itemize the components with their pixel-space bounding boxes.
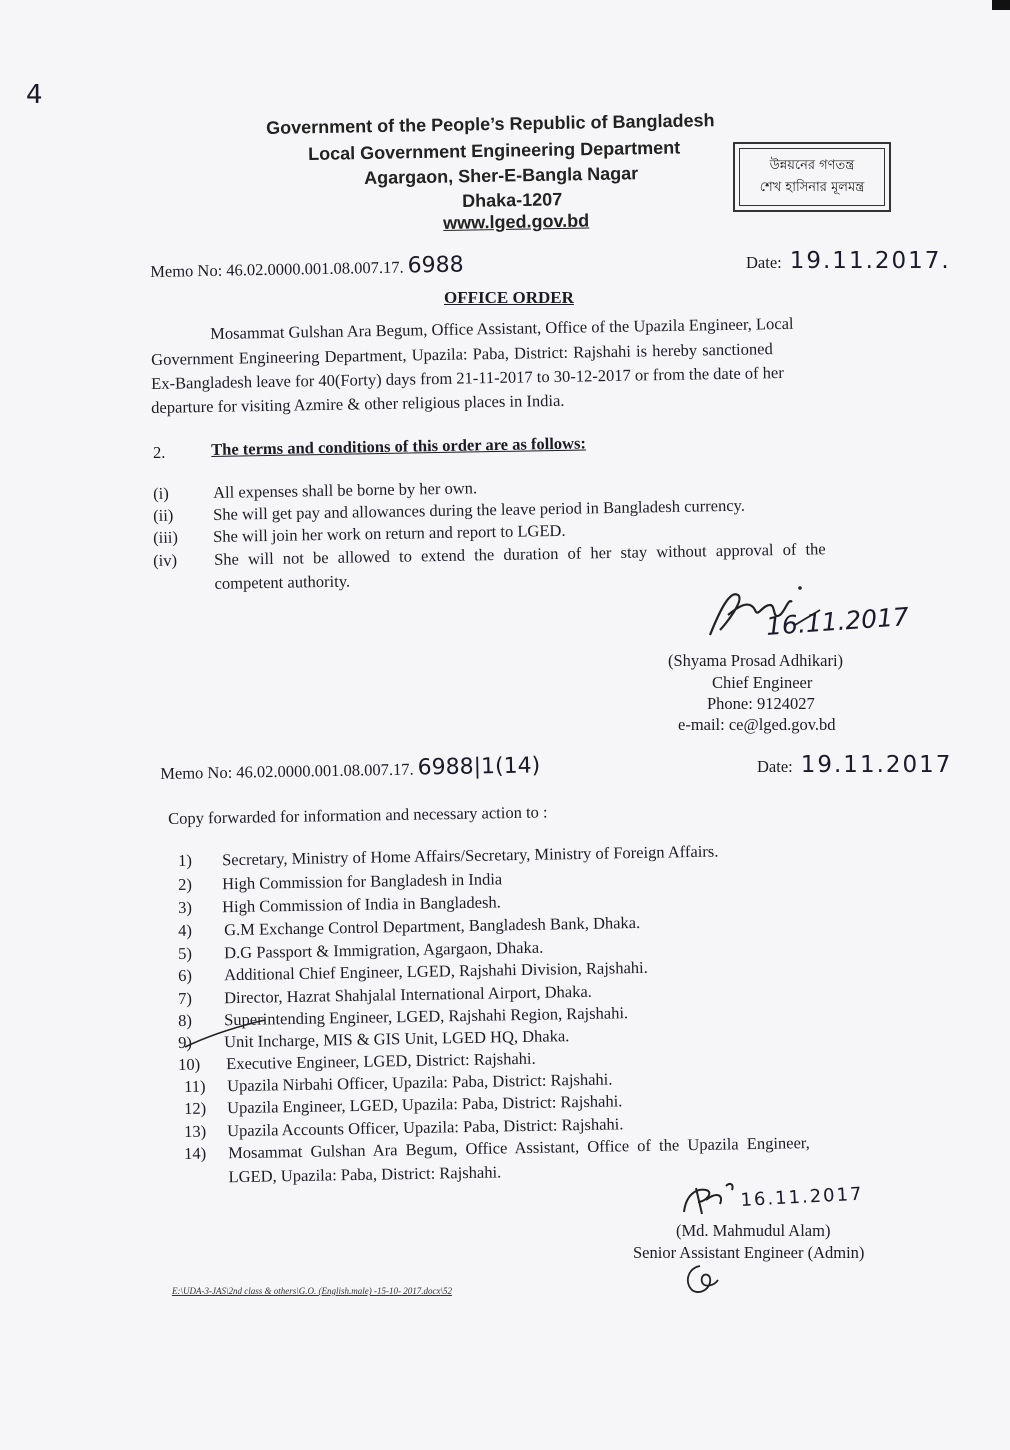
recipient-num: 8) <box>178 1010 193 1030</box>
scan-corner-mark <box>992 0 1010 10</box>
signatory1-title: Chief Engineer <box>712 673 813 692</box>
seal-line2: শেখ হাসিনার মূলমন্ত্র <box>759 180 865 195</box>
handwritten-strike <box>180 1015 270 1055</box>
term-num: (iii) <box>153 527 179 547</box>
memo1-label: Memo No: 46.02.0000.001.08.007.17. <box>150 257 404 281</box>
recipient-num: 2) <box>178 874 193 894</box>
recipient-text: Unit Incharge, MIS & GIS Unit, LGED HQ, Dhaka. <box>223 1026 570 1052</box>
terms-heading: The terms and conditions of this order are as follows: <box>211 433 587 459</box>
term-num: (iv) <box>153 550 178 570</box>
slogan-seal <box>733 142 891 212</box>
recipient-num: 4) <box>178 920 193 940</box>
header-line1: Government of the People’s Republic of Bangladesh <box>266 110 715 138</box>
paragraph-line4: departure for visiting Azmire & other religious places in India. <box>151 390 565 417</box>
recipient-text: Upazila Nirbahi Officer, Upazila: Paba, District: Rajshahi. <box>226 1069 613 1096</box>
recipient-text: Executive Engineer, LGED, District: Rajshahi. <box>225 1048 536 1074</box>
signature-2 <box>676 1180 746 1220</box>
recipient-text: Upazila Engineer, LGED, Upazila: Paba, District: Rajshahi. <box>226 1091 623 1118</box>
term-text-cont: competent authority. <box>214 571 351 593</box>
paragraph-line1: Mosammat Gulshan Ara Begum, Office Assistant, Office of the Upazila Engineer, Local <box>210 313 794 343</box>
recipient-num: 9) <box>178 1032 193 1052</box>
terms-number: 2. <box>153 443 166 462</box>
footer-file-path: E:\UDA-3-JAS\2nd class & others\G.O. (English.male) -15-10- 2017.docx\52 <box>172 1286 452 1296</box>
header-line3: Agargaon, Sher-E-Bangla Nagar <box>364 163 639 188</box>
recipient-num: 5) <box>178 943 193 963</box>
term-num: (ii) <box>153 505 174 525</box>
memo1-date-label: Date: <box>746 253 782 272</box>
memo1-date-row <box>746 248 951 274</box>
recipient-text: Mosammat Gulshan Ara Begum, Office Assistant, Office of the Upazila Engineer, <box>227 1133 810 1163</box>
header-website: www.lged.gov.bd <box>443 210 590 233</box>
signature-2-date: 16.11.2017 <box>740 1183 864 1211</box>
memo2-date-row <box>757 752 952 778</box>
recipient-num: 7) <box>178 988 193 1008</box>
order-title: OFFICE ORDER <box>444 288 574 307</box>
recipient-text: Secretary, Ministry of Home Affairs/Secretary, Ministry of Foreign Affairs. <box>221 841 719 870</box>
term-text: She will join her work on return and report to LGED. <box>212 520 566 546</box>
recipient-num: 6) <box>178 965 193 985</box>
memo1-handwritten-date: 19.11.2017. <box>789 248 951 274</box>
memo2-label: Memo No: 46.02.0000.001.08.007.17. <box>160 759 414 783</box>
recipient-num: 12) <box>184 1098 207 1118</box>
recipient-text: Director, Hazrat Shahjalal International Airport, Dhaka. <box>223 981 592 1008</box>
recipient-text: G.M Exchange Control Department, Bangladesh Bank, Dhaka. <box>223 912 641 940</box>
recipient-num: 3) <box>178 897 193 917</box>
recipient-text: Upazila Accounts Officer, Upazila: Paba, District: Rajshahi. <box>226 1114 624 1141</box>
seal-line1: উন্নয়নের গণতন্ত্র <box>769 158 855 173</box>
paragraph-line3: Ex-Bangladesh leave for 40(Forty) days from 21-11-2017 to 30-12-2017 or from the date of her <box>151 362 784 393</box>
memo1-row <box>150 253 464 283</box>
page-number-note: 4 <box>26 80 43 110</box>
memo2-handwritten-date: 19.11.2017 <box>800 752 953 778</box>
signatory2-name: (Md. Mahmudul Alam) <box>676 1221 831 1240</box>
header-line2: Local Government Engineering Department <box>308 137 681 164</box>
signature-1-date: 16.11.2017 <box>765 602 910 641</box>
signatory2-title: Senior Assistant Engineer (Admin) <box>633 1243 865 1262</box>
term-text: All expenses shall be borne by her own. <box>212 478 478 502</box>
copy-forward-text: Copy forwarded for information and necessary action to : <box>168 802 548 828</box>
initial-mark <box>682 1262 722 1296</box>
signatory1-name: (Shyama Prosad Adhikari) <box>668 651 844 670</box>
term-text: She will not be allowed to extend the duration of her stay without approval of the <box>213 539 826 569</box>
recipient-text: Additional Chief Engineer, LGED, Rajshahi Division, Rajshahi. <box>223 957 648 985</box>
signatory1-phone: Phone: 9124027 <box>707 694 815 713</box>
signatory1-email: e-mail: ce@lged.gov.bd <box>678 715 836 734</box>
memo2-row <box>160 753 540 785</box>
header-line4: Dhaka-1207 <box>462 189 563 211</box>
paragraph-line2: Government Engineering Department, Upazila: Paba, District: Rajshahi is hereby sanctioned <box>151 339 773 369</box>
recipient-text-cont: LGED, Upazila: Paba, District: Rajshahi. <box>228 1162 502 1187</box>
recipient-num: 14) <box>184 1143 207 1163</box>
memo2-date-label: Date: <box>757 757 793 776</box>
recipient-num: 1) <box>178 850 193 870</box>
recipient-text: High Commission of India in Bangladesh. <box>221 892 501 917</box>
term-num: (i) <box>153 483 169 503</box>
memo2-handwritten-no: 6988|1(14) <box>417 753 541 781</box>
memo1-handwritten-no: 6988 <box>407 252 464 279</box>
recipient-num: 11) <box>184 1076 206 1096</box>
recipient-text: D.G Passport & Immigration, Agargaon, Dhaka. <box>223 937 544 963</box>
recipient-text: High Commission for Bangladesh in India <box>221 869 503 894</box>
recipient-text: Superintending Engineer, LGED, Rajshahi Region, Rajshahi. <box>223 1003 629 1030</box>
recipient-num: 10) <box>178 1054 201 1074</box>
term-text: She will get pay and allowances during the leave period in Bangladesh currency. <box>212 495 746 524</box>
recipient-num: 13) <box>184 1121 207 1141</box>
